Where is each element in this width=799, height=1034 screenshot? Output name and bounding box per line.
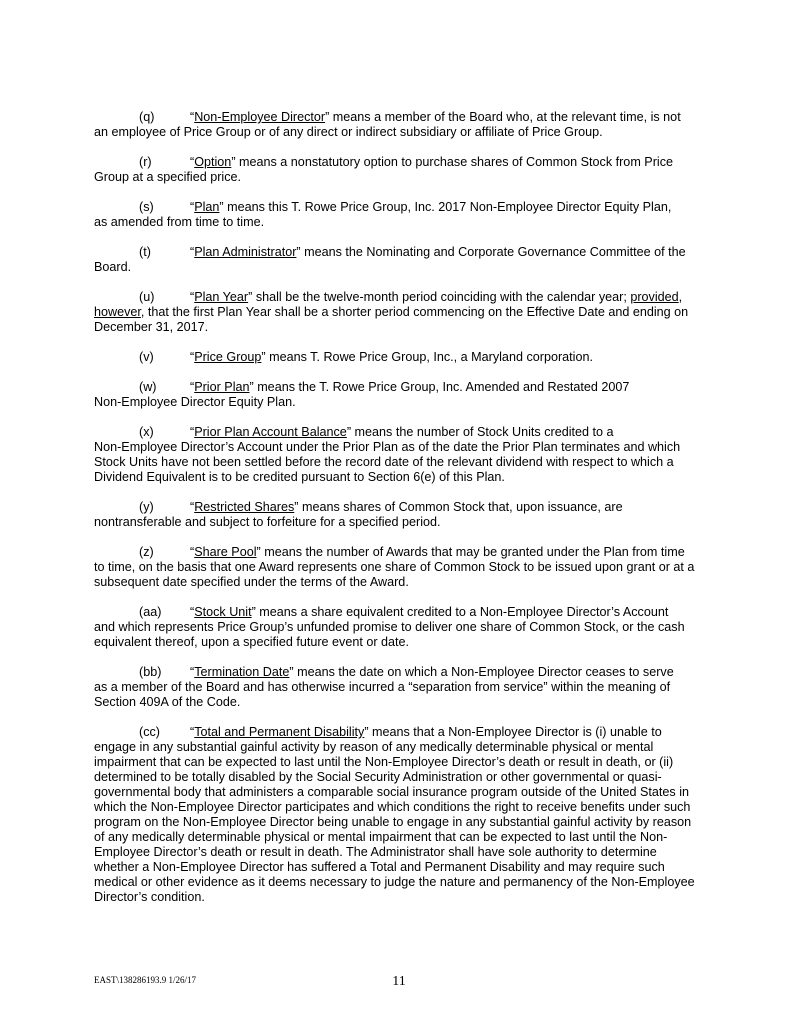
defined-term: Option: [194, 155, 232, 169]
defined-term: Share Pool: [194, 545, 257, 559]
defined-term: Plan Year: [194, 290, 249, 304]
defined-term: Prior Plan: [194, 380, 250, 394]
definition-z: (z) “Share Pool” means the number of Awards that may be granted under the Plan from time to time, on the basis that one Award represents one share of Common Stock to be issued upon grant or at a subsequent date specified under the terms of the Award.: [94, 545, 695, 589]
defined-term: Plan Administrator: [194, 245, 297, 259]
definition-w: (w) “Prior Plan” means the T. Rowe Price Group, Inc. Amended and Restated 2007 Non-Employee Director Equity Plan.: [94, 380, 630, 409]
definition-y: (y) “Restricted Shares” means shares of Common Stock that, upon issuance, are nontransferable and subject to forfeiture for a specified period.: [94, 500, 623, 529]
defined-term: Total and Permanent Disability: [194, 725, 365, 739]
defined-term: Non-Employee Director: [194, 110, 326, 124]
definition-r: (r) “Option” means a nonstatutory option to purchase shares of Common Stock from Price Group at a specified price.: [94, 155, 673, 184]
definition-bb: (bb) “Termination Date” means the date on which a Non-Employee Director ceases to serve as a member of the Board and has otherwise incurred a “separation from service” within the meaning of Section 409A of the Code.: [94, 665, 674, 709]
defined-term: Restricted Shares: [194, 500, 295, 514]
definition-u: (u) “Plan Year” shall be the twelve-month period coinciding with the calendar year; provided, however, that the first Plan Year shall be a shorter period commencing on the Effective Date and ending on December 31, 2017.: [94, 290, 689, 334]
defined-term: Termination Date: [194, 665, 290, 679]
page-number: 11: [392, 974, 406, 989]
definition-v: (v) “Price Group” means T. Rowe Price Group, Inc., a Maryland corporation.: [139, 350, 593, 364]
definition-cc: (cc) “Total and Permanent Disability” means that a Non-Employee Director is (i) unable to engage in any substantial gainful activity by reason of any medically determinable physical or mental impairment that can be expected to last until the Non-Employee Director’s death or result in death, or (ii) determined to be totally disabled by the Social Security Administration or other governmental or quasi-governmental body that administers a comparable social insurance program outside of the United States in which the Non-Employee Director participates and which conditions the right to receive benefits under such program on the Non-Employee Director being unable to engage in any substantial gainful activity by reason of any medically determinable physical or mental impairment that can be expected to last until the Non-Employee Director’s death or result in death. The Administrator shall have sole authority to determine whether a Non-Employee Director has suffered a Total and Permanent Disability and may require such medical or other evidence as it deems necessary to judge the nature and permanency of the Non-Employee Director’s condition.: [94, 725, 695, 904]
document-id: EAST\138286193.9 1/26/17: [94, 975, 197, 985]
definition-aa: (aa) “Stock Unit” means a share equivalent credited to a Non-Employee Director’s Account and which represents Price Group’s unfunded promise to deliver one share of Common Stock, or the cash equivalent thereof, upon a specified future event or date.: [94, 605, 685, 649]
definition-t: (t) “Plan Administrator” means the Nominating and Corporate Governance Committee of the Board.: [94, 245, 686, 274]
defined-term: Prior Plan Account Balance: [194, 425, 347, 439]
defined-term: Plan: [194, 200, 220, 214]
definition-x: (x) “Prior Plan Account Balance” means the number of Stock Units credited to a Non-Employee Director’s Account under the Prior Plan as of the date the Prior Plan terminates and which Stock Units have not been settled before the record date of the relevant dividend with respect to which a Dividend Equivalent is to be credited pursuant to Section 6(e) of this Plan.: [94, 425, 681, 484]
defined-term: Price Group: [194, 350, 262, 364]
definition-s: (s) “Plan” means this T. Rowe Price Group, Inc. 2017 Non-Employee Director Equity Plan, as amended from time to time.: [94, 200, 672, 229]
defined-term: Stock Unit: [194, 605, 252, 619]
definition-q: (q) “Non-Employee Director” means a member of the Board who, at the relevant time, is not an employee of Price Group or of any direct or indirect subsidiary or affiliate of Price Group.: [94, 110, 681, 139]
